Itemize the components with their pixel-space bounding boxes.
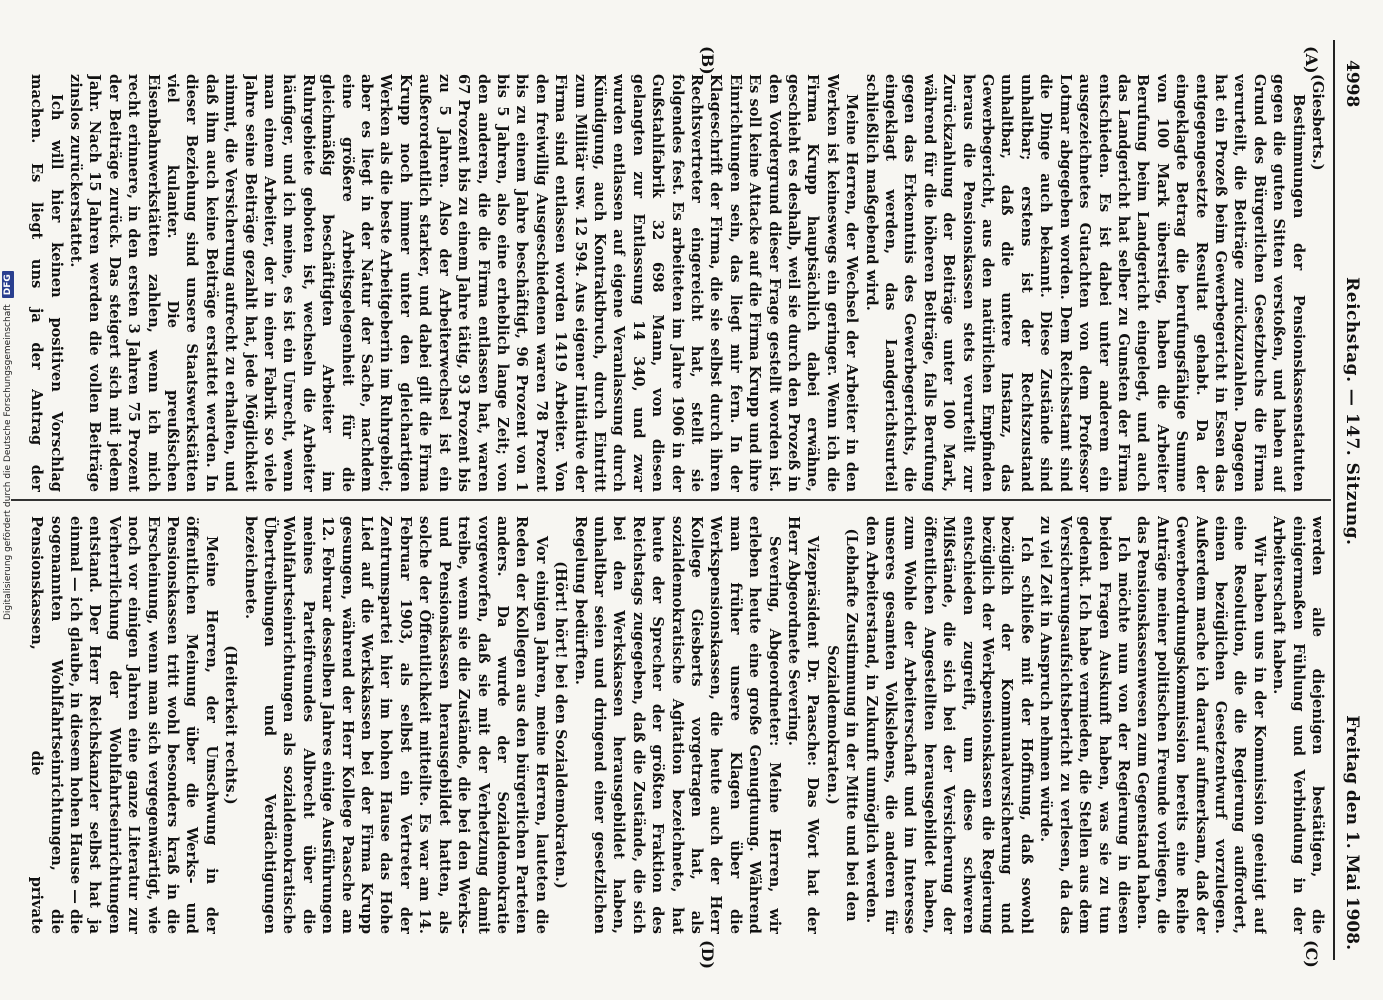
paragraph: Meine Herren, der Wechsel der Arbeiter in den Werken ist keineswegs ein geringer. Wenn ich die Firma Krupp hauptsächlich dabei erwähne, geschieht es deshalb, weil sie durch den Prozeß in den Vordergrund dieser Frage gestellt worden ist. Es soll keine Attacke auf die Firma Krupp und ihre Einrichtungen sein, das liegt mir fern. In der Klageschrift der Firma, die sie selbst durch ihren Rechtsvertreter eingereicht hat, stellt sie folgendes fest. Es arbeiteten im Jahre 1906 in der Gußstahlfabrik 32 698 Mann, von diesen gelangten zur Entlassung 14 340, und zwar wurden entlassen auf eigene Veranlassung durch Kündigung, auch Kontraktbruch, durch Eintritt zum Militär usw. 12 594. Aus eigener Initiative der Firma sind entlassen worden 1419 Arbeiter. Von den freiwillig Ausgeschiedenen waren 78 Prozent bis zu einem Jahre beschäftigt, 96 Prozent von 1 bis 5 Jahren, also eine erheblich lange Zeit; von den anderen, die die Firma entlassen hat, waren 67 Prozent bis zu einem Jahre tätig, 93 Prozent bis zu 5 Jahren. Also der Arbeiterwechsel ist ein außerordentlich starker, und dabei gilt die Firma Krupp noch immer unter den gleichartigen Werken als die beste Arbeitgeberin im Ruhrgebiet; aber es liegt in der Natur der Sache, nachdem eine größere Arbeitsgelegenheit für die gleichmäßig beschäftigten Arbeiter im Ruhrgebiete geboten ist, wechseln die Arbeiter häufiger, und ich meine, es ist ein Unrecht, wenn man einem Arbeiter, der in einer Fabrik so viele Jahre seine Beiträge gezahlt hat, jede Möglichkeit nimmt, die Versicherung aufrecht zu erhalten, und daß ihm auch keine Beiträge erstattet werden. In dieser Beziehung sind unsere Staatswerkstätten viel kulanter. Die preußischen Eisenbahnwerkstätten zahlen, wenn ich mich recht erinnere, in den ersten 3 Jahren 75 Prozent der Beiträge zurück. Das steigert sich mit jedem Jahr. Nach 15 Jahren werden die vollen Beiträge zinslos zurückerstattet.: [67, 74, 861, 492]
page-number: 4998: [1342, 60, 1362, 108]
paragraph: Meine Herren, der Umschwung in der öffentlichen Meinung über die Werks- und Pensionskassen tritt wohl besonders kraß in die Erscheinung, wenn man sich vergegenwärtigt, wie noch vor einigen Jahren eine ganze Literatur zur Verherrlichung der Wohlfahrtseinrichtungen entstand. Der Herr Reichskanzler selbst hat ja einmal — ich glaube, in diesem hohen Hause — die sogenannten Wohlfahrtseinrichtungen, die Pensionskassen, die private: [28, 516, 220, 934]
margin-mark-a: (A): [1302, 46, 1321, 74]
right-column: [27, 516, 1327, 934]
paragraph: Ich möchte nun von der Regierung in diesen beiden Fragen Auskunft haben, was sie zu tun gedenkt. Ich habe vermieden, die Stellen aus dem Versicherungsaufsichtsbericht zu verlesen, da das zu viel Zeit in Anspruch nehmen würde.: [1037, 516, 1132, 934]
paragraph: Severing, Abgeordneter: Meine Herren, wir erleben heute eine große Genugtuung. Während man früher unsere Klagen über die Werkspensionskassen, die heute auch der Herr Kollege Giesberts vorgetragen hat, als sozialdemokratische Agitation bezeichnete, hat heute der Sprecher der größten Fraktion des Reichstags zugegeben, daß die Zustände, die sich bei den Werkskassen herausgebildet haben, unhaltbar seien und dringend einer gesetzlichen Regelung bedürften.: [571, 516, 783, 934]
paragraph: Bestimmungen der Pensionskassenstatuten gegen die guten Sitten verstoßen, und haben auf Grund des Bürgerlichen Gesetzbuchs die Firma verurteilt, die Beiträge zurückzuzahlen. Dagegen hat ein Prozeß beim Gewerbegericht in Essen das entgegengesetzte Resultat gehabt. Da der eingeklagte Betrag die berufungsfähige Summe von 100 Mark überstieg, haben die Arbeiter Berufung beim Landgericht eingelegt, und auch das Landgericht hat selber zu Gunsten der Firma entschieden. Es ist dabei unter anderem ein ausgezeichnetes Gutachten von dem Professor Lotmar abgegeben worden. Dem Reichsstamt sind die Dinge auch bekannt. Diese Zustände sind unhaltbar; erstens ist der Rechtszustand unhaltbar, daß die untere Instanz, das Gewerbegericht, aus den natürlichen Empfinden heraus die Pensionskassen stets verurteilt zur Zurückzahlung der Beiträge unter 100 Mark, während für die höheren Beiträge, falls Berufung gegen das Erkenntnis des Gewerbegerichts, die eingeklagt werden, das Landgerichtsurteil schließlich maßgebend wird.: [862, 74, 1307, 492]
paragraph: Ich will hier keinen positiven Vorschlag machen. Es liegt uns ja der Antrag der: [28, 74, 65, 492]
page-date: Freitag den 1. Mai 1908.: [1342, 715, 1362, 950]
column-divider: [11, 499, 1331, 501]
page-title: Reichstag. — 147. Sitzung.: [1342, 277, 1362, 546]
margin-mark-b: (B): [698, 46, 717, 75]
laughter-note: (Heiterkeit rechts.): [222, 645, 240, 805]
speaker-tag: (Giesberts.): [1309, 74, 1326, 171]
paragraph: Vizepräsident Dr. Paasche: Das Wort hat der Herr Abgeordnete Severing.: [785, 516, 822, 934]
paragraph: Ich schließe mit der Hoffnung, daß sowohl bezüglich der Kommunalversicherung und bezüglich der Werkpensionskassen die Regierung entschieden zugreift, um diese schweren Mißstände, die sich bei der Versicherung der öffentlichen Angestellten herausgebildet haben, zum Wohle der Arbeiterschaft und im Interesse unseres gesamten Volkslebens, die anderen für den Arbeiterstand, in Zukunft unmöglich werden.: [862, 516, 1035, 934]
page-header: [1341, 60, 1363, 950]
margin-mark-c: (C): [1302, 940, 1321, 968]
digitization-credit: [2, 0, 14, 620]
paragraph: Vor einigen Jahren, meine Herren, lauteten die Reden der Kollegen aus den bürgerlichen Parteien anders. Da wurde der Sozialdemokratie vorgeworfen, daß sie mit der Verhetzung damit treibe, wenn sie die Zustände, die bei den Werks- und Pensionskassen herausgebildet hatten, als solche der Öffentlichkeit mitteilte. Es war am 14. Februar 1903, als selbst ein Vertreter der Zentrumspartei hier im hohen Hause das Hohe Lied auf die Werkskassen bei der Firma Krupp gesungen, während der Herr Kollege Paasche am 12. Februar desselben Jahres einige Ausführungen meines Parteifreundes Albrecht über die Wohlfahrtseinrichtungen als sozialdemokratische Übertreibungen und Verdächtigungen bezeichnete.: [241, 516, 550, 934]
left-column: [27, 74, 1327, 492]
interjection-note: (Hört! hört! bei den Sozialdemokraten.): [552, 561, 570, 889]
dfg-logo-icon: DFG: [2, 271, 14, 298]
applause-note: (Lebhafte Zustimmung in der Mitte und bei den Sozialdemokraten.): [823, 528, 861, 922]
credit-text: Digitalisierung gefördert durch die Deutsche Forschungsgemeinschaft: [3, 304, 13, 620]
paragraph: werden alle diejenigen bestätigen, die einigermaßen Fühlung und Verbindung in der Arbeiterschaft haben.: [1270, 516, 1326, 934]
paragraph: Wir haben uns in der Kommission geeinigt auf eine Resolution, die die Regierung auffordert, einen bezüglichen Gesetzentwurf vorzulegen. Außerdem mache ich darauf aufmerksam, daß der Gewerbeordnungskommission bereits eine Reihe Anträge meiner politischen Freunde vorliegen, die das Pensionskassenwesen zum Gegenstand haben.: [1134, 516, 1268, 934]
margin-mark-d: (D): [698, 940, 717, 970]
header-rule: [1333, 40, 1335, 960]
